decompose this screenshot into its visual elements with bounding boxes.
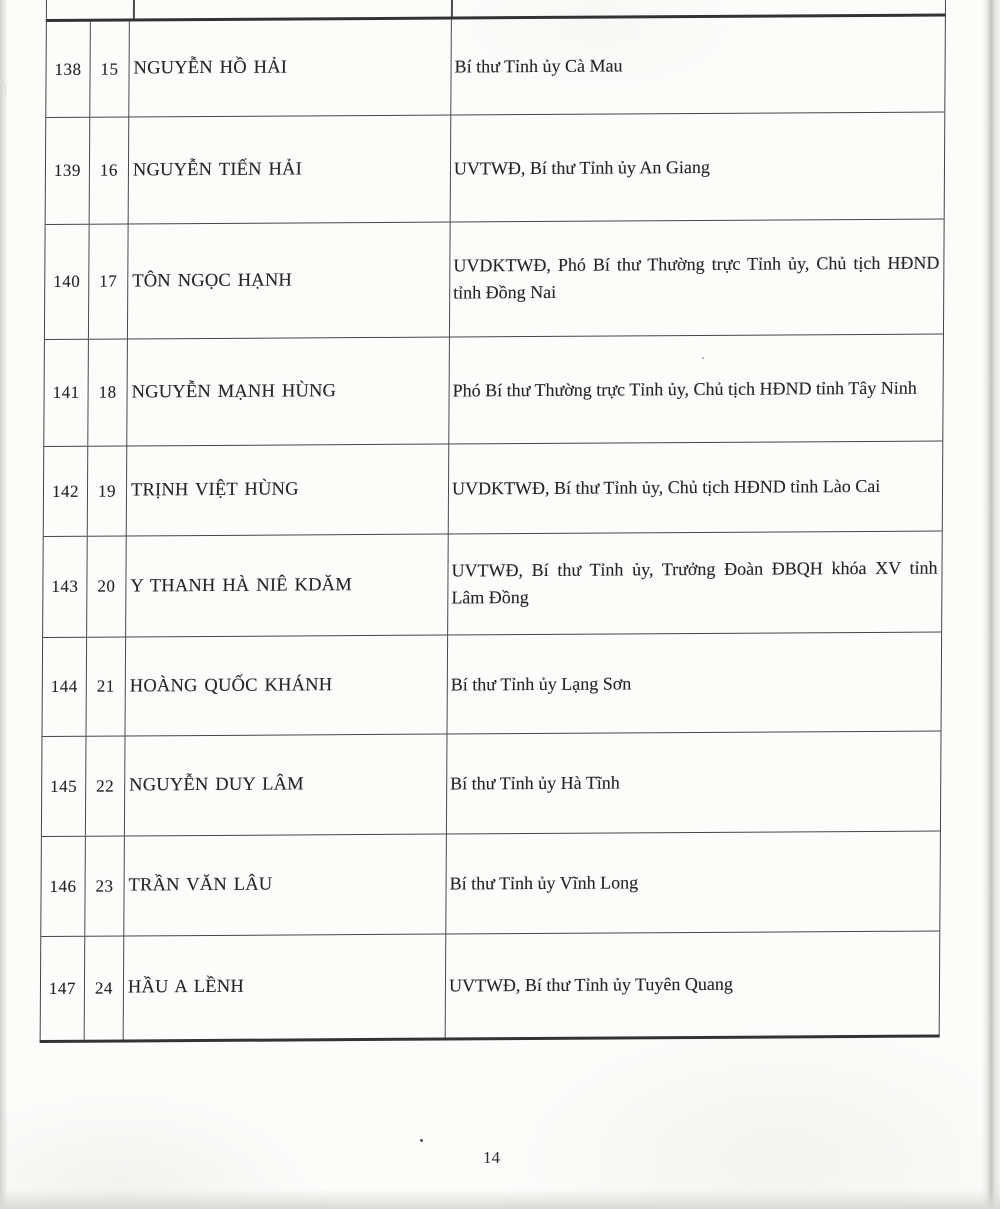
page-left-edge-shadow (0, 0, 8, 1209)
table-grid-line (451, 0, 453, 17)
table-row (46, 113, 945, 225)
official-name-cell: NGUYỄN HỒ HẢI (129, 20, 452, 117)
position-text-line: UVTWĐ, Bí thư Tỉnh ủy Tuyên Quang (448, 973, 733, 996)
sub-number-cell: 16 (90, 117, 130, 223)
table-row (46, 17, 945, 118)
row-number-cell: 146 (41, 837, 86, 936)
table-row (41, 832, 940, 937)
position-text-line: UVDKTWĐ, Bí thư Tỉnh ủy, Chủ tịch HĐND tỉnh Lào Cai (451, 475, 881, 499)
position-cell (448, 633, 942, 734)
row-number-cell: 138 (46, 22, 91, 117)
position-text-line: UVDKTWĐ, Phó Bí thư Thường trực Tỉnh ủy, Chủ tịch HĐND (453, 252, 940, 276)
position-cell (451, 17, 945, 115)
official-name-cell: HẦU A LỀNH (124, 935, 447, 1040)
sub-number-cell: 19 (88, 446, 128, 535)
sub-number-cell: 20 (87, 536, 127, 636)
officials-table (40, 0, 946, 1043)
position-text-line: tỉnh Đồng Nai (453, 281, 557, 303)
position-text-line: UVTWĐ, Bí thư Tỉnh ủy, Trưởng Đoàn ĐBQH khóa XV tỉnh (451, 557, 938, 581)
position-cell (450, 220, 944, 337)
row-number-cell: 142 (44, 447, 89, 536)
row-number-cell: 147 (41, 937, 86, 1040)
page-right-edge-shadow (982, 0, 1000, 1209)
official-name-cell: NGUYỄN DUY LÂM (125, 735, 448, 836)
official-name-cell: TÔN NGỌC HẠNH (128, 223, 451, 339)
official-name-cell: Y THANH HÀ NIÊ KDĂM (126, 535, 449, 637)
table-body (40, 17, 946, 1043)
sub-number-cell: 21 (87, 637, 127, 735)
position-text-line: UVTWĐ, Bí thư Tỉnh ủy An Giang (453, 156, 710, 179)
sub-number-cell: 22 (86, 736, 126, 835)
row-number-cell: 143 (43, 537, 88, 637)
position-text-line: Bí thư Tỉnh ủy Vĩnh Long (449, 872, 639, 894)
sub-number-cell: 15 (90, 21, 130, 116)
position-text-line: Lâm Đồng (451, 587, 529, 608)
sub-number-cell: 24 (85, 936, 125, 1039)
table-row (42, 633, 941, 737)
official-name-cell: TRẦN VĂN LÂU (124, 835, 447, 936)
official-name-cell: NGUYỄN TIẾN HẢI (129, 116, 452, 224)
table-row (45, 220, 944, 340)
official-name-cell: NGUYỄN MẠNH HÙNG (127, 338, 450, 446)
position-cell (449, 335, 943, 444)
position-cell (448, 532, 942, 635)
scan-speck (702, 357, 704, 359)
row-number-cell: 140 (45, 225, 90, 339)
position-cell (447, 732, 941, 834)
position-text-line: Bí thư Tỉnh ủy Hà Tĩnh (450, 772, 620, 794)
position-cell (446, 832, 940, 934)
table-row (43, 532, 942, 638)
table-row (41, 932, 940, 1040)
position-text-line: Bí thư Tỉnh ủy Cà Mau (454, 55, 623, 77)
table-row (44, 335, 943, 447)
table-row (42, 732, 941, 837)
position-cell (449, 442, 943, 534)
page-number: 14 (483, 1148, 500, 1167)
sub-number-cell: 23 (85, 836, 125, 935)
row-number-cell: 139 (46, 118, 91, 224)
row-number-cell: 145 (42, 737, 87, 836)
sub-number-cell: 17 (89, 224, 129, 338)
position-text-line: Bí thư Tỉnh ủy Lạng Sơn (450, 672, 632, 695)
row-number-cell: 141 (44, 340, 89, 446)
sub-number-cell: 18 (88, 339, 128, 445)
position-cell (446, 932, 940, 1038)
position-text-line: Phó Bí thư Thường trực Tỉnh ủy, Chủ tịch HĐND tỉnh Tây Ninh (452, 377, 917, 401)
official-name-cell: TRỊNH VIỆT HÙNG (127, 445, 450, 536)
official-name-cell: HOÀNG QUỐC KHÁNH (126, 636, 449, 736)
scan-speck (420, 1139, 423, 1142)
page-bottom-edge-shadow (0, 1189, 1000, 1209)
row-number-cell: 144 (43, 638, 88, 736)
position-cell (451, 113, 945, 222)
table-grid-line (133, 0, 135, 18)
table-row (44, 442, 943, 537)
